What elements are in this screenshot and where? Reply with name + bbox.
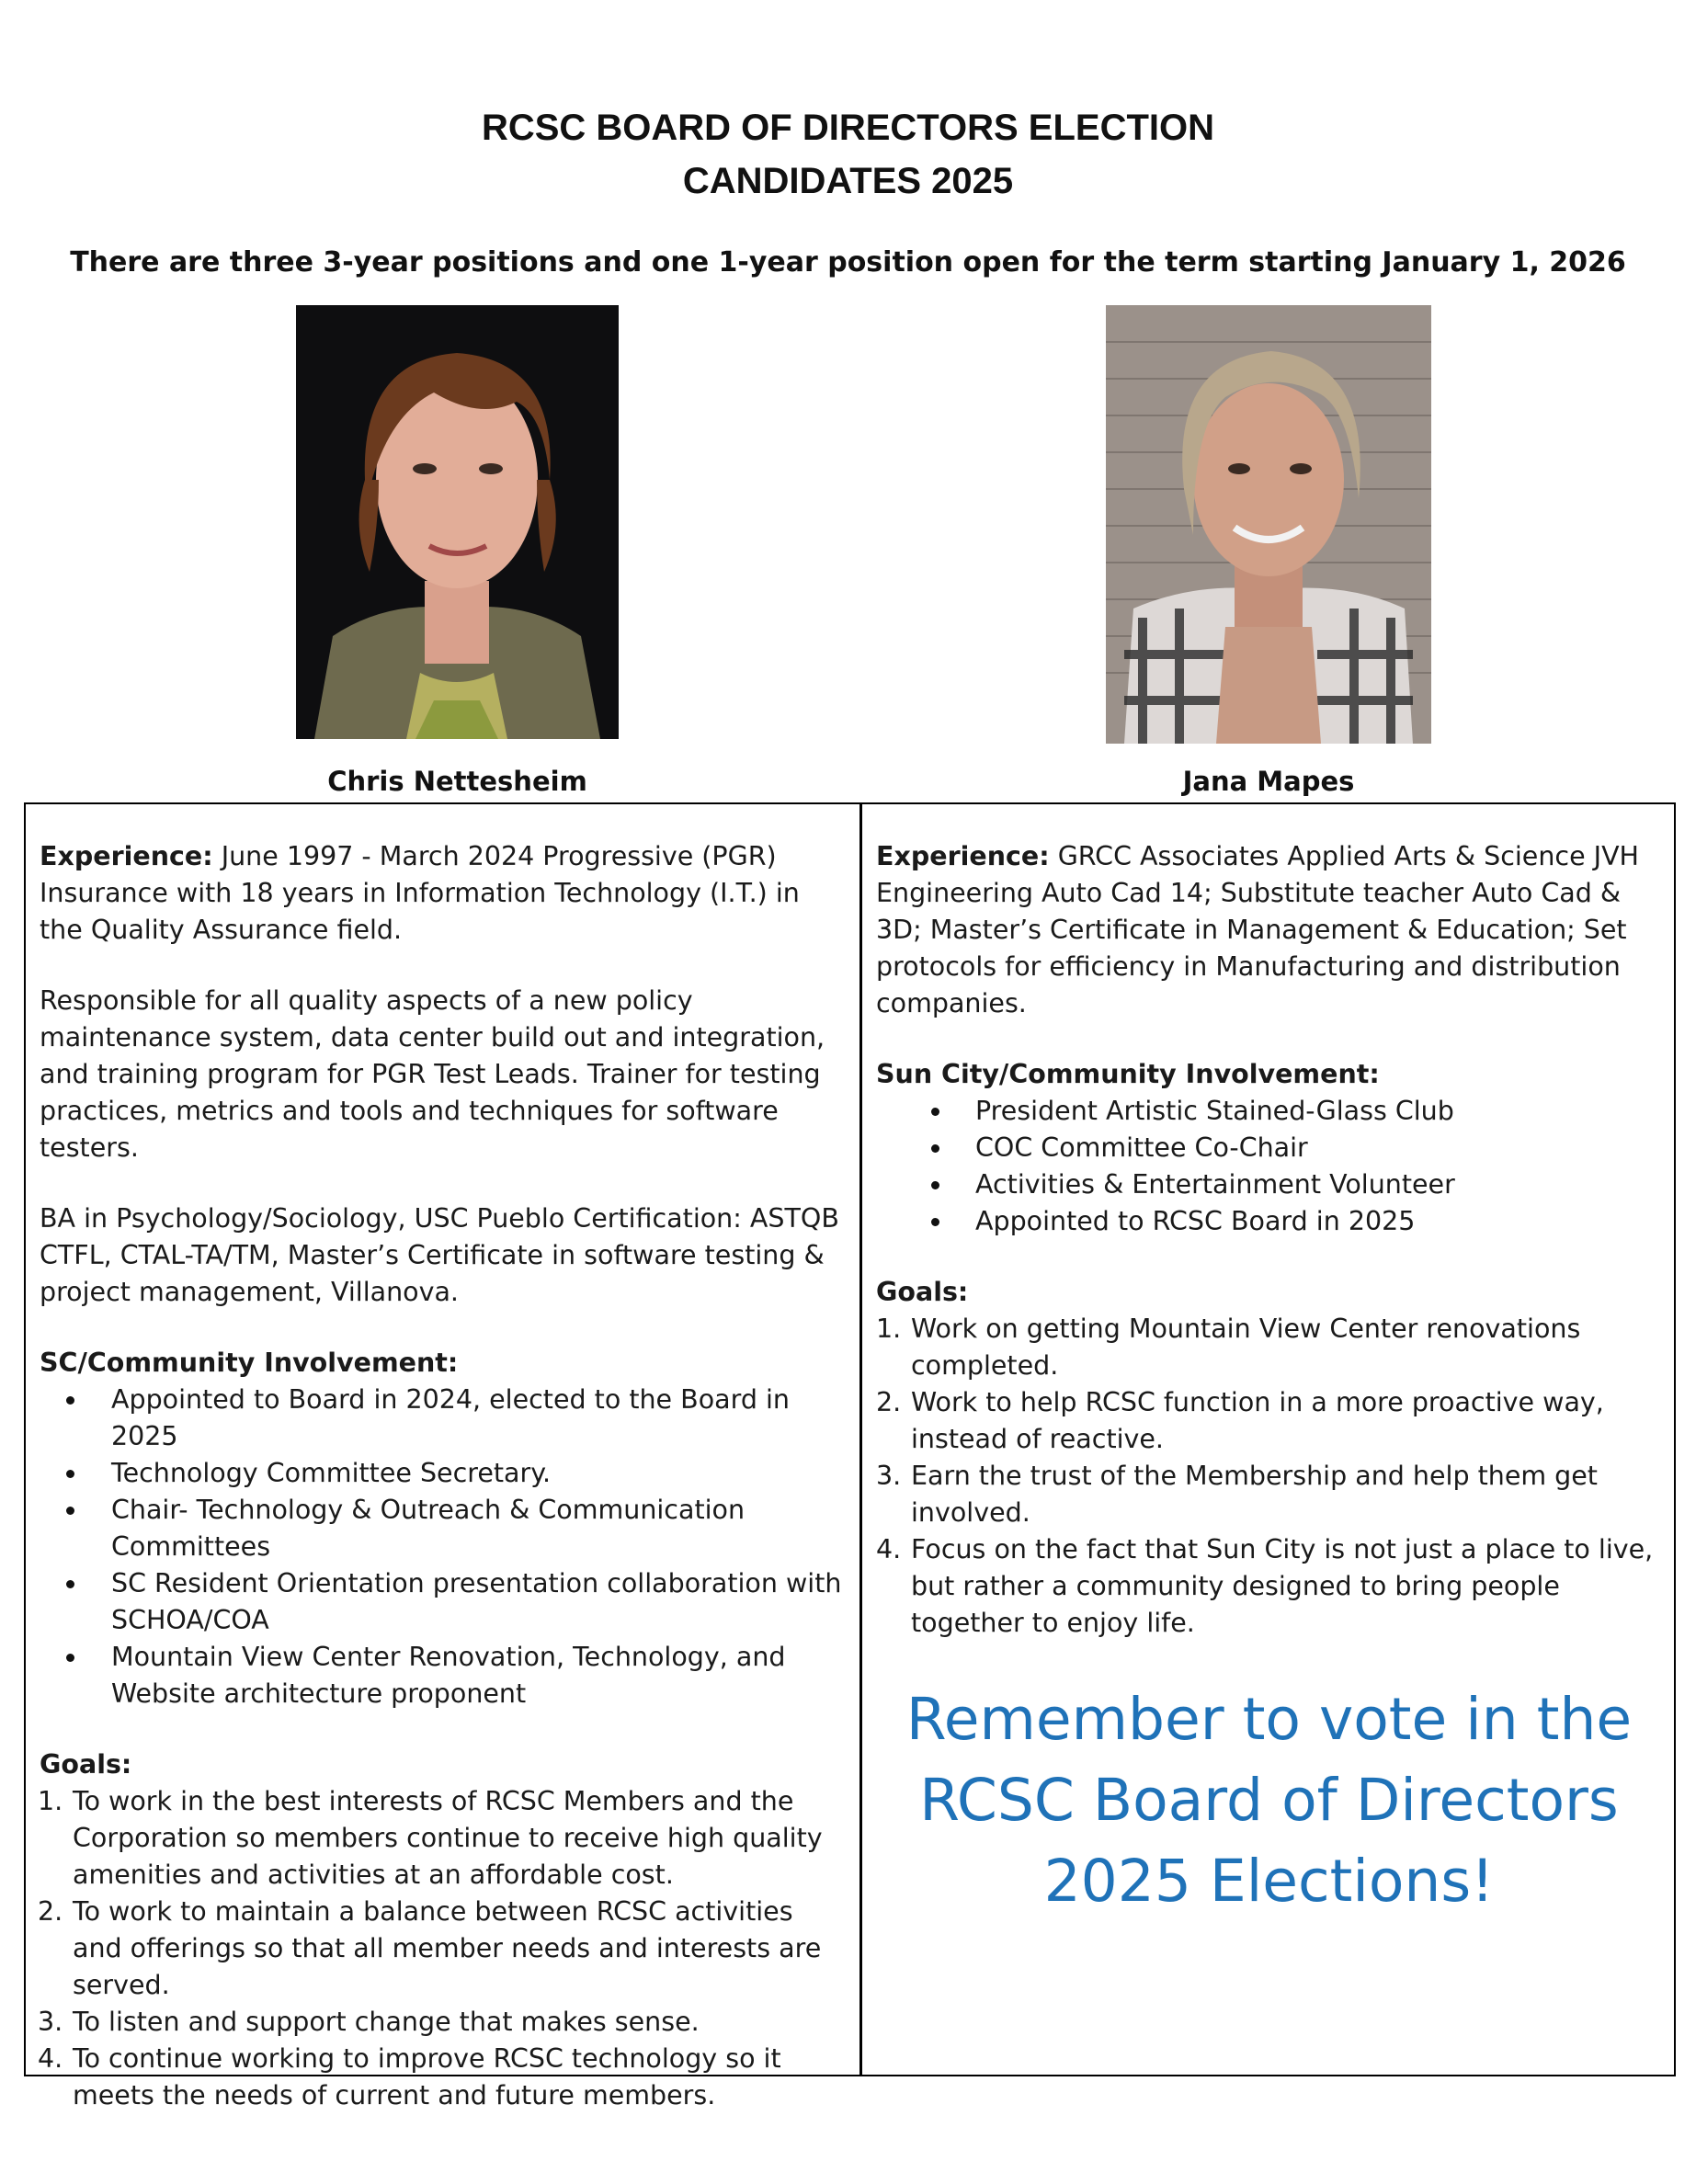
title-line-1: RCSC BOARD OF DIRECTORS ELECTION — [481, 108, 1215, 148]
candidate-1-involvement-list — [40, 1382, 848, 1712]
page-subtitle: There are three 3-year positions and one 1-year position open for the term starting January 1, 2026 — [70, 246, 1626, 279]
list-item: 1. Work on getting Mountain View Center renovations completed. — [876, 1314, 1581, 1381]
list-item: 2. To work to maintain a balance between RCSC activities and offerings so that all member needs and interests are served. — [38, 1896, 822, 2000]
experience-text: GRCC Associates Applied Arts & Science JVH Engineering Auto Cad 14; Substitute teacher Auto Cad & 3D; Master’s Certificate in Management & Education; Set protocols for efficiency in Manufacturing and distribution companies. — [876, 841, 1639, 1018]
candidate-2-goals-list — [876, 1311, 1668, 1642]
page-title — [0, 101, 1696, 208]
list-item: 2. Work to help RCSC function in a more proactive way, instead of reactive. — [876, 1387, 1604, 1454]
involvement-label: Sun City/Community Involvement: — [876, 1059, 1380, 1089]
candidate-1-responsibilities: Responsible for all quality aspects of a new policy maintenance system, data center build out and integration, and training program for PGR Test Leads. Trainer for testing practices, metrics and tools and techniques for software testers. — [40, 985, 825, 1163]
experience-text: June 1997 - March 2024 Progressive (PGR) Insurance with 18 years in Information Technology (I.T.) in the Quality Assurance field. — [40, 841, 800, 945]
candidate-2-experience — [876, 838, 1668, 1022]
candidate-1-education: BA in Psychology/Sociology, USC Pueblo Certification: ASTQB CTFL, CTAL-TA/TM, Master’s Certificate in software testing & project management, Villanova. — [40, 1203, 839, 1307]
experience-label: Experience: — [876, 841, 1050, 871]
candidate-1-experience — [40, 838, 848, 949]
goals-label: Goals: — [40, 1749, 132, 1780]
list-item: Appointed to RCSC Board in 2025 — [876, 1203, 1668, 1240]
experience-label: Experience: — [40, 841, 213, 871]
list-item: Chair- Technology & Outreach & Communication Committees — [40, 1492, 848, 1565]
candidate-1-details — [40, 838, 848, 2114]
list-item: 4. To continue working to improve RCSC technology so it meets the needs of current and future members. — [38, 2043, 781, 2110]
list-item: President Artistic Stained-Glass Club — [876, 1093, 1668, 1130]
goals-label: Goals: — [876, 1277, 969, 1307]
vote-reminder — [862, 1679, 1676, 1922]
list-item: COC Committee Co-Chair — [876, 1130, 1668, 1166]
title-line-2: CANDIDATES 2025 — [682, 161, 1014, 201]
candidate-1-goals-list — [38, 1783, 848, 2114]
list-item: Mountain View Center Renovation, Technology, and Website architecture proponent — [40, 1639, 848, 1712]
portrait-graphic — [1106, 305, 1431, 744]
reminder-line-2: RCSC Board of Directors — [919, 1767, 1619, 1834]
list-item: Activities & Entertainment Volunteer — [876, 1166, 1668, 1203]
candidate-2-name: Jana Mapes — [1182, 766, 1355, 797]
list-item: 3. Earn the trust of the Membership and help them get involved. — [876, 1461, 1598, 1528]
list-item: 1. To work in the best interests of RCSC Members and the Corporation so members continue to receive high quality amenities and activities at an affordable cost. — [38, 1786, 823, 1890]
reminder-line-3: 2025 Elections! — [1043, 1848, 1495, 1915]
list-item: SC Resident Orientation presentation collaboration with SCHOA/COA — [40, 1565, 848, 1639]
list-item: 3. To listen and support change that makes sense. — [38, 2007, 700, 2037]
candidate-2-involvement-list — [876, 1093, 1668, 1240]
list-item: Technology Committee Secretary. — [40, 1455, 848, 1492]
candidate-1-photo — [296, 305, 619, 739]
list-item: Appointed to Board in 2024, elected to the Board in 2025 — [40, 1382, 848, 1455]
list-item: 4. Focus on the fact that Sun City is not just a place to live, but rather a community designed to bring people together to enjoy life. — [876, 1534, 1654, 1638]
reminder-line-1: Remember to vote in the — [905, 1686, 1633, 1753]
involvement-label: SC/Community Involvement: — [40, 1348, 459, 1378]
candidate-2-details — [876, 838, 1668, 1642]
candidate-1-name: Chris Nettesheim — [327, 766, 587, 797]
portrait-graphic — [296, 305, 619, 739]
candidate-2-photo — [1106, 305, 1431, 744]
